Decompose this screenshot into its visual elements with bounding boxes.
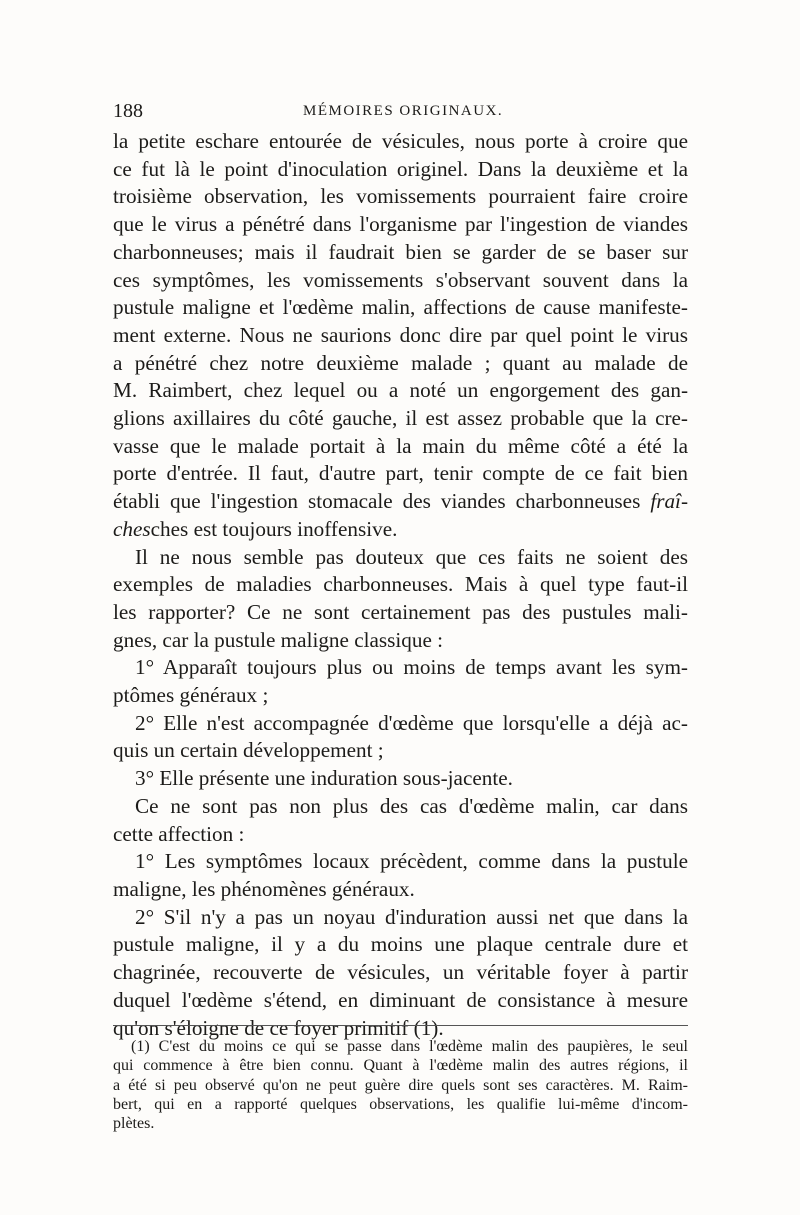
body-line: la petite eschare entourée de vésicules, nous porte à croire que <box>113 129 688 153</box>
body-line-with-italic <box>113 488 688 516</box>
footnote-line: a été si peu observé qu'on ne peut guère dire quels sont ses caractères. M. Raim- <box>113 1076 688 1094</box>
body-line: troisième observation, les vomissements pourraient faire croire <box>113 184 688 209</box>
running-head: MÉMOIRES ORIGINAUX. <box>303 103 504 119</box>
body-line: qu'on s'éloigne de ce foyer primitif (1). <box>113 1015 444 1040</box>
footnote-line: plètes. <box>113 1115 155 1133</box>
body-line <box>113 516 688 544</box>
body-line-text: établi que l'ingestion stomacale des viandes charbonneuses <box>113 489 651 514</box>
body-line: duquel l'œdème s'étend, en diminuant de consistance à mesure <box>113 987 688 1012</box>
body-line: exemples de maladies charbonneuses. Mais à quel type faut-il <box>113 572 688 597</box>
page-number: 188 <box>113 100 143 122</box>
body-line: gnes, car la pustule maligne classique : <box>113 627 444 652</box>
italic-word-continuation: ches <box>113 516 151 541</box>
body-line: vasse que le malade portait à la main du même côté a été la <box>113 433 688 458</box>
body-line: cette affection : <box>113 821 245 846</box>
footnote-line: bert, qui en a rapporté quelques observations, les qualifie lui-même d'incom- <box>113 1095 688 1113</box>
body-line-text: ches est toujours inoffensive. <box>150 516 398 541</box>
body-line: Ce ne sont pas non plus des cas d'œdème malin, car dans <box>135 793 688 818</box>
footnote-line: qui commence à être bien connu. Quant à l'œdème malin des autres régions, il <box>113 1057 688 1075</box>
footnote-line: (1) C'est du moins ce qui se passe dans l'œdème malin des paupières, le seul <box>131 1038 688 1055</box>
body-line: 3° Elle présente une induration sous-jacente. <box>135 766 513 791</box>
body-line: ment externe. Nous ne saurions donc dire par quel point le virus <box>113 322 688 347</box>
body-line: ces symptômes, les vomissements s'observant souvent dans la <box>113 267 688 292</box>
body-line: pustule maligne, il y a du moins une plaque centrale dure et <box>113 932 688 957</box>
body-line: chagrinée, recouverte de vésicules, un véritable foyer à partir <box>113 960 688 985</box>
body-line: les rapporter? Ce ne sont certainement pas des pustules mali- <box>113 599 688 624</box>
body-line: 1° Apparaît toujours plus ou moins de temps avant les sym- <box>135 655 688 680</box>
body-line: a pénétré chez notre deuxième malade ; quant au malade de <box>113 350 688 375</box>
body-line: Il ne nous semble pas douteux que ces faits ne soient des <box>135 544 688 569</box>
body-line: M. Raimbert, chez lequel ou a noté un engorgement des gan- <box>113 378 688 403</box>
body-line: que le virus a pénétré dans l'organisme par l'ingestion de viandes <box>113 212 688 237</box>
italic-word: fraî- <box>650 489 688 514</box>
body-line: ce fut là le point d'inoculation originel. Dans la deuxième et la <box>113 156 688 181</box>
body-line: porte d'entrée. Il faut, d'autre part, tenir compte de ce fait bien <box>113 461 688 486</box>
body-line: maligne, les phénomènes généraux. <box>113 876 415 901</box>
body-line: quis un certain développement ; <box>113 738 384 763</box>
body-line: pustule maligne et l'œdème malin, affections de cause manifeste- <box>113 295 688 320</box>
footnote-divider <box>113 1025 688 1026</box>
body-line: 1° Les symptômes locaux précèdent, comme dans la pustule <box>135 849 688 874</box>
body-line: 2° Elle n'est accompagnée d'œdème que lorsqu'elle a déjà ac- <box>135 710 688 735</box>
body-line: 2° S'il n'y a pas un noyau d'induration aussi net que dans la <box>135 904 688 929</box>
body-line: glions axillaires du côté gauche, il est assez probable que la cre- <box>113 406 688 431</box>
page-header <box>113 100 688 126</box>
footnotes <box>113 1037 688 1133</box>
body-text <box>113 128 688 1042</box>
body-line: charbonneuses; mais il faudrait bien se garder de se baser sur <box>113 239 688 264</box>
body-line: ptômes généraux ; <box>113 683 269 708</box>
